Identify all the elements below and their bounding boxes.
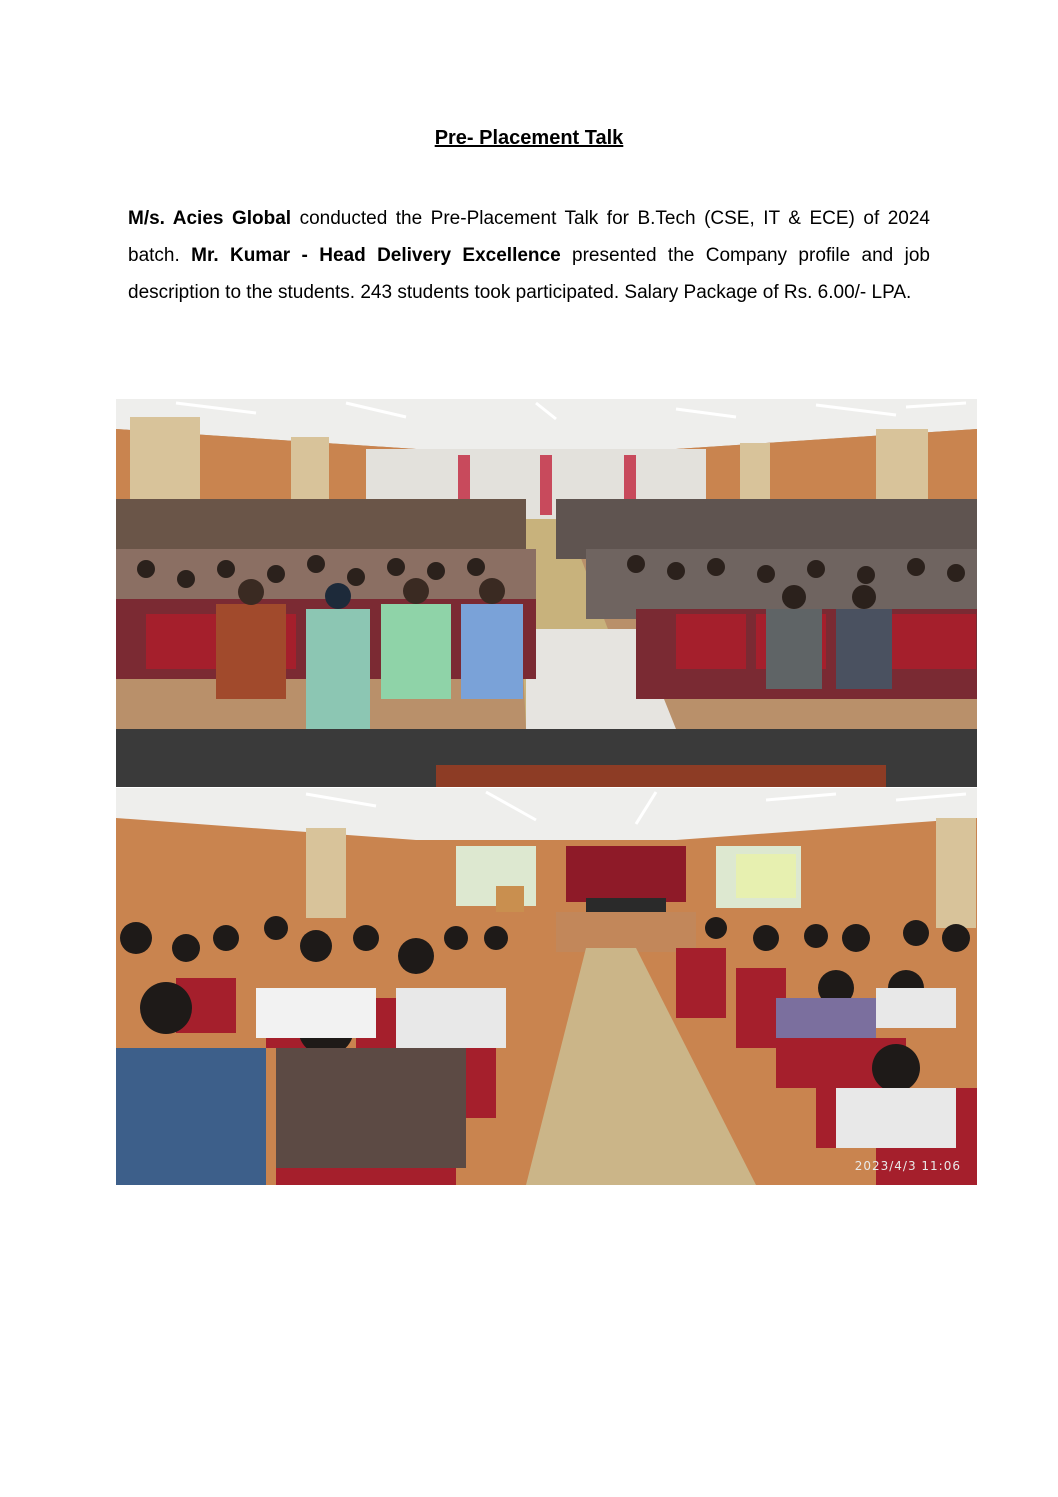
presenter-name: Mr. Kumar - Head Delivery Excellence (191, 245, 561, 266)
audience-front-photo (116, 399, 977, 787)
description-part-2: presented the Company profile and job description to the students. 243 students took participated. Salary Package of Rs. 6.00/- LPA. (128, 245, 930, 303)
photo-timestamp: 2023/4/3 11:06 (854, 1159, 961, 1173)
description-part-1: conducted the Pre-Placement Talk for B.Tech (CSE, IT & ECE) of 2024 batch. (128, 208, 930, 266)
audience-front-illustration (116, 399, 977, 787)
audience-rear-illustration (116, 788, 977, 1185)
page-title: Pre- Placement Talk (434, 127, 624, 149)
company-name: M/s. Acies Global (128, 208, 292, 229)
audience-rear-photo (116, 788, 977, 1185)
event-description (128, 200, 930, 311)
